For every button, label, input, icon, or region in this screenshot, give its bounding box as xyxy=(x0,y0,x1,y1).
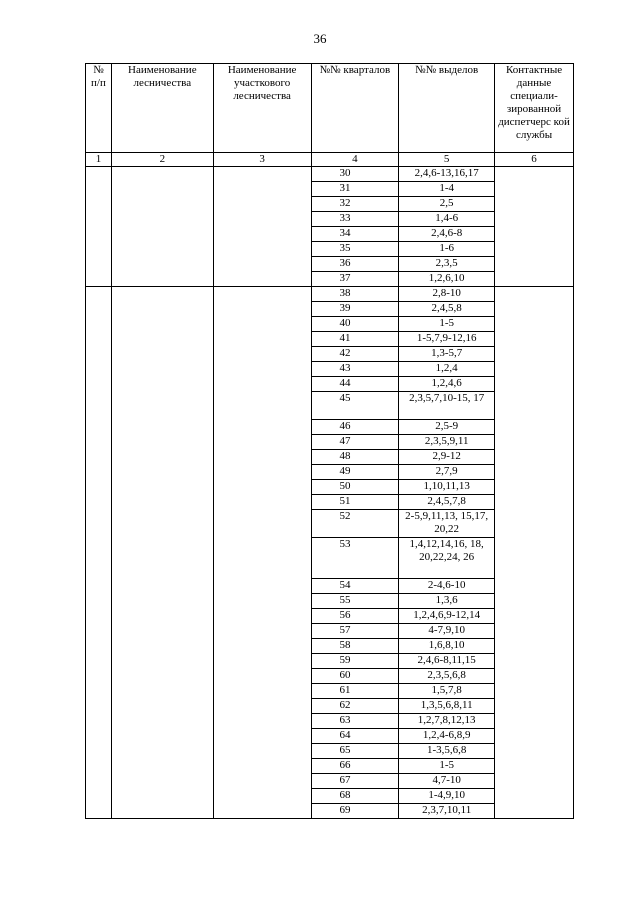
quarter-cell: 66 xyxy=(311,759,399,774)
forest-quarters-table xyxy=(85,63,574,819)
quarter-cell: 43 xyxy=(311,362,399,377)
quarter-cell: 55 xyxy=(311,594,399,609)
quarter-cell: 69 xyxy=(311,804,399,819)
quarter-cell: 59 xyxy=(311,654,399,669)
quarter-cell: 46 xyxy=(311,420,399,435)
column-number: 3 xyxy=(213,153,311,167)
sections-cell: 4,7-10 xyxy=(399,774,495,789)
sections-cell: 1,2,4-6,8,9 xyxy=(399,729,495,744)
sections-cell: 2,5 xyxy=(399,197,495,212)
quarter-cell: 37 xyxy=(311,272,399,287)
sections-cell: 2,9-12 xyxy=(399,450,495,465)
quarter-cell: 67 xyxy=(311,774,399,789)
column-number: 5 xyxy=(399,153,495,167)
quarter-cell: 42 xyxy=(311,347,399,362)
quarter-cell: 34 xyxy=(311,227,399,242)
sections-cell: 2-4,6-10 xyxy=(399,579,495,594)
sections-cell: 1,3-5,7 xyxy=(399,347,495,362)
sections-cell: 2,3,5,9,11 xyxy=(399,435,495,450)
quarter-cell: 33 xyxy=(311,212,399,227)
sections-cell: 1-5 xyxy=(399,759,495,774)
forestry-name-cell xyxy=(111,167,213,287)
quarter-cell: 51 xyxy=(311,495,399,510)
dispatch-contacts-cell xyxy=(495,167,574,287)
sections-cell: 2,3,7,10,11 xyxy=(399,804,495,819)
table-body xyxy=(86,167,574,819)
quarter-cell: 65 xyxy=(311,744,399,759)
quarter-cell: 36 xyxy=(311,257,399,272)
sections-cell: 4-7,9,10 xyxy=(399,624,495,639)
forestry-name-cell xyxy=(111,287,213,819)
sections-cell: 1,6,8,10 xyxy=(399,639,495,654)
quarter-cell: 53 xyxy=(311,538,399,579)
table-row xyxy=(86,287,574,302)
sections-cell: 1,10,11,13 xyxy=(399,480,495,495)
sections-cell: 1,4,12,14,16, 18, 20,22,24, 26 xyxy=(399,538,495,579)
quarter-cell: 48 xyxy=(311,450,399,465)
sections-cell: 1-5 xyxy=(399,317,495,332)
quarter-cell: 64 xyxy=(311,729,399,744)
column-number: 6 xyxy=(495,153,574,167)
sections-cell: 1,2,4 xyxy=(399,362,495,377)
quarter-cell: 52 xyxy=(311,510,399,538)
sections-cell: 2,4,5,7,8 xyxy=(399,495,495,510)
quarter-cell: 63 xyxy=(311,714,399,729)
quarter-cell: 44 xyxy=(311,377,399,392)
sections-cell: 2-5,9,11,13, 15,17, 20,22 xyxy=(399,510,495,538)
sections-cell: 1,3,5,6,8,11 xyxy=(399,699,495,714)
sections-cell: 2,4,5,8 xyxy=(399,302,495,317)
sections-cell: 2,3,5 xyxy=(399,257,495,272)
quarter-cell: 57 xyxy=(311,624,399,639)
quarter-cell: 35 xyxy=(311,242,399,257)
sections-cell: 1,2,4,6 xyxy=(399,377,495,392)
quarter-cell: 30 xyxy=(311,167,399,182)
sections-cell: 2,3,5,6,8 xyxy=(399,669,495,684)
sections-cell: 1,2,6,10 xyxy=(399,272,495,287)
quarter-cell: 54 xyxy=(311,579,399,594)
header-forestry-name: Наименование лесничества xyxy=(111,64,213,153)
quarter-cell: 62 xyxy=(311,699,399,714)
column-number-row xyxy=(86,153,574,167)
quarter-cell: 50 xyxy=(311,480,399,495)
dispatch-contacts-cell xyxy=(495,287,574,819)
quarter-cell: 49 xyxy=(311,465,399,480)
sections-cell: 1-3,5,6,8 xyxy=(399,744,495,759)
quarter-cell: 56 xyxy=(311,609,399,624)
sections-cell: 1,3,6 xyxy=(399,594,495,609)
column-number: 2 xyxy=(111,153,213,167)
header-district-forestry-name: Наименование участкового лесничества xyxy=(213,64,311,153)
header-dispatch-contacts: Контактные данные специали-зированной диспетчерс кой службы xyxy=(495,64,574,153)
quarter-cell: 60 xyxy=(311,669,399,684)
quarter-cell: 40 xyxy=(311,317,399,332)
sections-cell: 1-6 xyxy=(399,242,495,257)
column-number: 4 xyxy=(311,153,399,167)
sections-cell: 2,4,6-8,11,15 xyxy=(399,654,495,669)
sections-cell: 1,4-6 xyxy=(399,212,495,227)
quarter-cell: 31 xyxy=(311,182,399,197)
column-number: 1 xyxy=(86,153,112,167)
quarter-cell: 45 xyxy=(311,392,399,420)
quarter-cell: 39 xyxy=(311,302,399,317)
number-cell xyxy=(86,167,112,287)
table-row xyxy=(86,167,574,182)
sections-cell: 1,2,4,6,9-12,14 xyxy=(399,609,495,624)
sections-cell: 2,8-10 xyxy=(399,287,495,302)
sections-cell: 1-4 xyxy=(399,182,495,197)
page-number: 36 xyxy=(313,31,327,46)
table-header-row xyxy=(86,64,574,153)
sections-cell: 1-4,9,10 xyxy=(399,789,495,804)
sections-cell: 1,2,7,8,12,13 xyxy=(399,714,495,729)
district-forestry-name-cell xyxy=(213,287,311,819)
quarter-cell: 61 xyxy=(311,684,399,699)
district-forestry-name-cell xyxy=(213,167,311,287)
quarter-cell: 68 xyxy=(311,789,399,804)
number-cell xyxy=(86,287,112,819)
sections-cell: 2,5-9 xyxy=(399,420,495,435)
quarter-cell: 58 xyxy=(311,639,399,654)
quarter-cell: 47 xyxy=(311,435,399,450)
header-sections: №№ выделов xyxy=(399,64,495,153)
quarter-cell: 32 xyxy=(311,197,399,212)
sections-cell: 2,4,6-8 xyxy=(399,227,495,242)
sections-cell: 1-5,7,9-12,16 xyxy=(399,332,495,347)
sections-cell: 1,5,7,8 xyxy=(399,684,495,699)
quarter-cell: 38 xyxy=(311,287,399,302)
sections-cell: 2,4,6-13,16,17 xyxy=(399,167,495,182)
header-number: № п/п xyxy=(86,64,112,153)
sections-cell: 2,3,5,7,10-15, 17 xyxy=(399,392,495,420)
sections-cell: 2,7,9 xyxy=(399,465,495,480)
quarter-cell: 41 xyxy=(311,332,399,347)
header-quarters: №№ кварталов xyxy=(311,64,399,153)
